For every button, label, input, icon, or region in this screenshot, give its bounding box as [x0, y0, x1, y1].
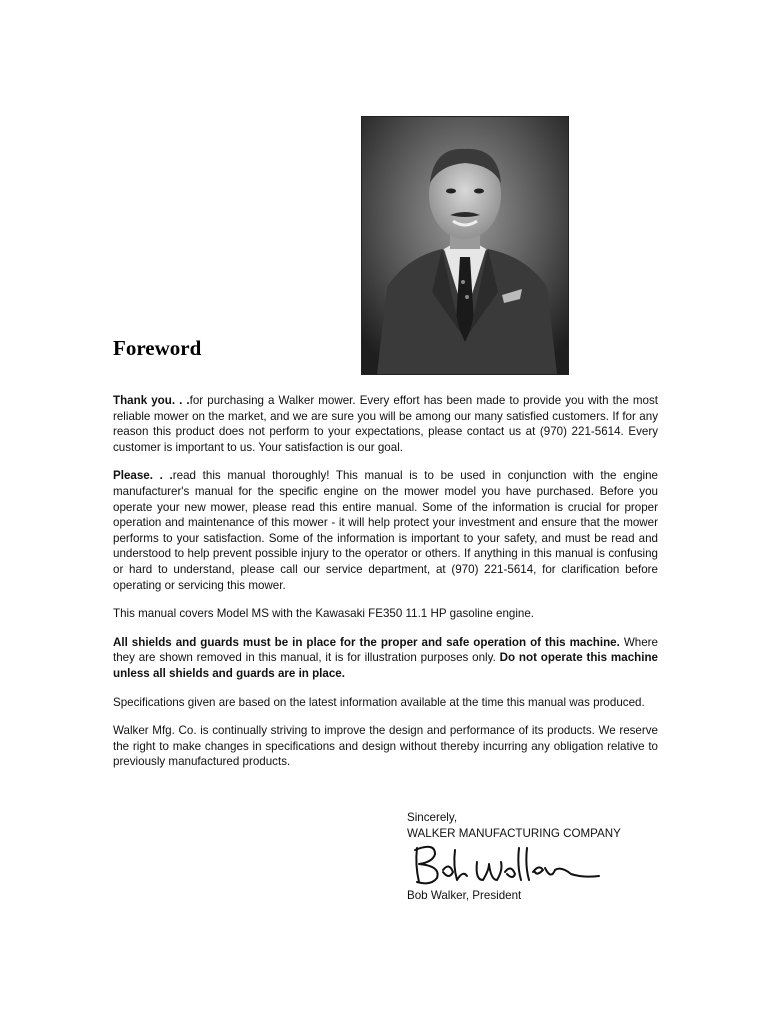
paragraph-shields — [113, 635, 658, 682]
closing-block — [407, 810, 621, 841]
lead-thank-you: Thank you. . . — [113, 394, 190, 407]
lead-please: Please. . . — [113, 469, 173, 483]
paragraph-please — [113, 468, 658, 593]
paragraph-model — [113, 606, 658, 622]
company-name: WALKER MANUFACTURING COMPANY — [407, 826, 621, 840]
paragraph-thank-you — [113, 393, 658, 455]
shields-text: Where they are shown removed in this manual, it is for illustration purposes only. — [113, 635, 658, 665]
salutation: Sincerely, — [407, 811, 458, 824]
model-text: This manual covers Model MS with the Kawasaki FE350 11.1 HP gasoline engine. — [113, 607, 535, 621]
president-portrait-photo — [361, 116, 569, 375]
paragraph-improvement — [113, 723, 658, 770]
shields-warning: All shields and guards must be in place for the proper and safe operation of this machine. — [113, 635, 620, 649]
improvement-text: Walker Mfg. Co. is continually striving to improve the design and performance of its products. We reserve the right to make changes in specifications and design without thereby incurring any obligation relative to previously manufactured products. — [113, 724, 658, 769]
do-not-operate-warning: Do not operate this machine unless all shields and guards are in place. — [113, 651, 658, 680]
foreword-body — [113, 393, 658, 783]
thank-you-text: for purchasing a Walker mower. Every effort has been made to provide you with the most reliable mower on the market, and we are sure you will be among our many satisfied customers. If for any reason this product does not perform to your expectations, please contact us at (970) 221-5614. Every customer is important to us. Your satisfaction is our goal. — [113, 394, 658, 454]
handwritten-signature — [405, 840, 605, 890]
signer-name-title: Bob Walker, President — [407, 889, 522, 902]
specifications-text: Specifications given are based on the latest information available at the time this manual was produced. — [113, 695, 645, 709]
page-title: Foreword — [113, 336, 202, 360]
paragraph-specifications — [113, 695, 658, 711]
please-text: read this manual thoroughly! This manual is to be used in conjunction with the engine manufacturer's manual for the specific engine on the mower model you have purchased. Before you operate your new mower, please read this entire manual. Some of the information is crucial for proper operation and maintenance of this mower - it will help protect your investment and ensure that the mower performs to your satisfaction. Some of the information is important to your safety, and must be read and understood to help prevent possible injury to the operator or others. If anything in this manual is confusing or hard to understand, please call our service department, at (970) 221-5614, for clarification before operating or servicing this mower. — [113, 469, 658, 592]
